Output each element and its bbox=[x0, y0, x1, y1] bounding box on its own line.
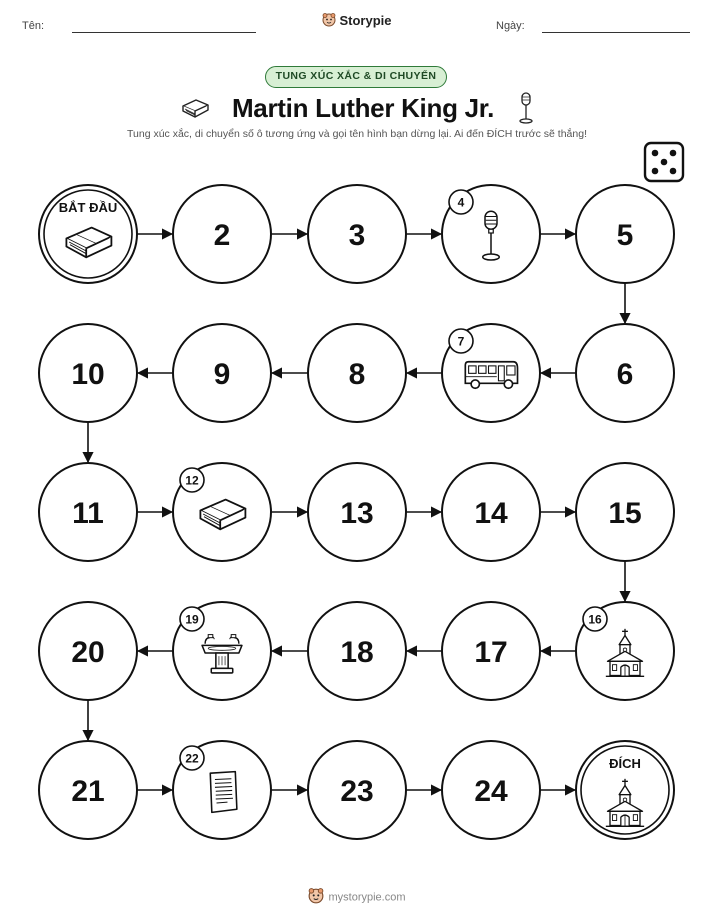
board-cell-18 bbox=[308, 602, 406, 700]
board-cell-7 bbox=[442, 324, 540, 422]
cell-number: 19 bbox=[185, 612, 199, 627]
cell-number: 3 bbox=[348, 219, 366, 252]
cell-number: 13 bbox=[340, 497, 374, 530]
cell-number: 6 bbox=[616, 358, 634, 391]
cell-number: 10 bbox=[71, 358, 105, 391]
storypie-logo-icon bbox=[308, 888, 324, 907]
cell-number: 2 bbox=[213, 219, 231, 252]
board-cell-14 bbox=[442, 463, 540, 561]
board-cell-23 bbox=[308, 741, 406, 839]
start-label: BẮT ĐẦU bbox=[58, 200, 118, 215]
board-cell-10 bbox=[39, 324, 137, 422]
board-cell-17 bbox=[442, 602, 540, 700]
activity-badge: TUNG XÚC XẮC & DI CHUYỂN bbox=[265, 66, 447, 88]
board-cell-12 bbox=[173, 463, 271, 561]
brand-name: Storypie bbox=[339, 13, 392, 28]
cell-number: 23 bbox=[340, 775, 374, 808]
cell-number: 20 bbox=[71, 636, 105, 669]
cell-number: 12 bbox=[185, 473, 199, 488]
board-cell-3 bbox=[308, 185, 406, 283]
cell-number: 15 bbox=[608, 497, 642, 530]
board-cell-19 bbox=[173, 602, 271, 700]
cell-number: 22 bbox=[185, 751, 199, 766]
cell-number: 24 bbox=[474, 775, 508, 808]
board-cell-11 bbox=[39, 463, 137, 561]
board-cell-5 bbox=[576, 185, 674, 283]
cell-number: 7 bbox=[457, 334, 465, 349]
board-cell-25 bbox=[576, 741, 674, 839]
cell-number: 17 bbox=[474, 636, 508, 669]
board-cell-22 bbox=[173, 741, 271, 839]
instructions: Tung xúc xắc, di chuyển số ô tương ứng và gọi tên hình bạn dừng lại. Ai đến ĐÍCH trước sẽ thắng! bbox=[126, 128, 587, 140]
cell-number: 16 bbox=[588, 612, 602, 627]
board-cell-20 bbox=[39, 602, 137, 700]
cell-number: 21 bbox=[71, 775, 105, 808]
board-cell-21 bbox=[39, 741, 137, 839]
name-label: Tên: bbox=[22, 20, 45, 32]
cell-number: 14 bbox=[474, 497, 508, 530]
board-cell-16 bbox=[576, 602, 674, 700]
cell-number: 9 bbox=[213, 358, 231, 391]
cell-number: 8 bbox=[348, 358, 366, 391]
board-cell-1 bbox=[39, 185, 137, 283]
board-cell-13 bbox=[308, 463, 406, 561]
cell-number: 11 bbox=[72, 497, 104, 530]
board-cell-8 bbox=[308, 324, 406, 422]
title-text: Martin Luther King Jr. bbox=[231, 92, 495, 123]
board-cell-15 bbox=[576, 463, 674, 561]
footer bbox=[0, 888, 714, 907]
board-cell-4 bbox=[442, 185, 540, 283]
footer-url: mystorypie.com bbox=[328, 891, 406, 904]
document-icon bbox=[210, 772, 237, 813]
cell-number: 4 bbox=[457, 195, 465, 210]
finish-label: ĐÍCH bbox=[609, 756, 641, 771]
board-cell-6 bbox=[576, 324, 674, 422]
board-cell-24 bbox=[442, 741, 540, 839]
board-cell-2 bbox=[173, 185, 271, 283]
board-cell-9 bbox=[173, 324, 271, 422]
cell-number: 5 bbox=[616, 219, 634, 252]
cell-number: 18 bbox=[340, 636, 374, 669]
date-label: Ngày: bbox=[496, 20, 525, 32]
